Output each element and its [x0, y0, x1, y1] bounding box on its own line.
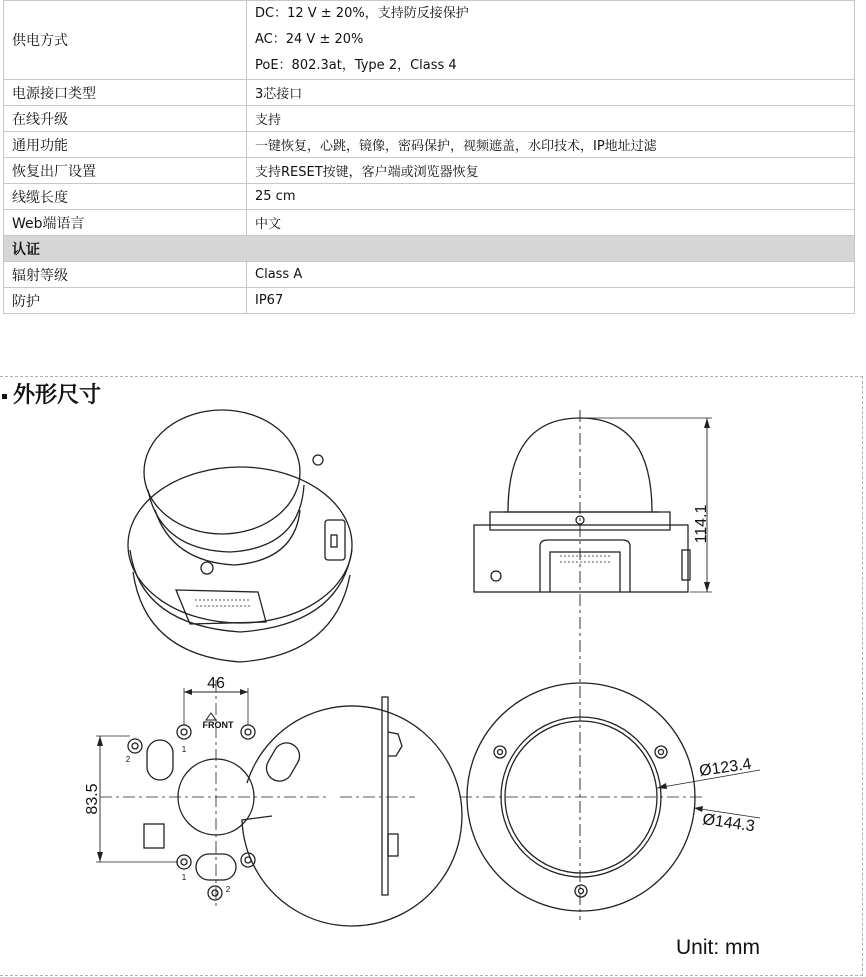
spec-value: Class A — [247, 262, 855, 288]
spec-value: 支持RESET按键，客户端或浏览器恢复 — [247, 158, 855, 184]
spec-label: 在线升级 — [4, 106, 247, 132]
power-poe: PoE：802.3at，Type 2，Class 4 — [255, 58, 457, 73]
diameter-outer-label: Ø144.3 — [701, 811, 756, 836]
trim-ring-view — [460, 683, 760, 911]
spec-label: 电源接口类型 — [4, 80, 247, 106]
table-row — [4, 1, 855, 80]
power-dc: DC：12 V ± 20%，支持防反接保护 — [255, 6, 469, 21]
spec-value: 支持 — [247, 106, 855, 132]
section-cert: 认证 — [4, 236, 855, 262]
spec-label: 辐射等级 — [4, 262, 247, 288]
hole-number: 2 — [125, 755, 131, 764]
spec-label: 恢复出厂设置 — [4, 158, 247, 184]
table-row — [4, 210, 855, 236]
spec-value: 一键恢复，心跳，镜像，密码保护，视频遮盖，水印技术，IP地址过滤 — [247, 132, 855, 158]
spec-value: 中文 — [247, 210, 855, 236]
camera-isometric-view — [128, 410, 352, 662]
front-label: FRONT — [202, 720, 234, 730]
hole-number: 1 — [181, 745, 187, 754]
spec-label: 线缆长度 — [4, 184, 247, 210]
spec-label: 防护 — [4, 288, 247, 314]
spec-value: IP67 — [247, 288, 855, 314]
dimension-drawing — [0, 400, 866, 940]
table-row — [4, 158, 855, 184]
table-row — [4, 106, 855, 132]
camera-side-view — [474, 418, 712, 592]
power-ac: AC：24 V ± 20% — [255, 32, 364, 47]
bullet-icon — [2, 394, 7, 399]
spec-label: 通用功能 — [4, 132, 247, 158]
mounting-plate-view — [84, 675, 462, 926]
unit-label: Unit: mm — [676, 936, 760, 959]
table-row — [4, 80, 855, 106]
section-header-row — [4, 236, 855, 262]
hole-number: 2 — [225, 885, 231, 894]
spec-value-power — [247, 1, 855, 80]
table-row — [4, 288, 855, 314]
table-row — [4, 132, 855, 158]
table-row — [4, 262, 855, 288]
spec-label: 供电方式 — [4, 1, 247, 80]
table-row — [4, 184, 855, 210]
height-dimension-label: 114.1 — [693, 504, 710, 544]
diameter-inner-label: Ø123.4 — [698, 755, 753, 780]
spec-label: Web端语言 — [4, 210, 247, 236]
spec-value: 3芯接口 — [247, 80, 855, 106]
height-83-label: 83.5 — [84, 783, 101, 815]
hole-number: 1 — [181, 873, 187, 882]
spec-value: 25 cm — [247, 184, 855, 210]
spec-table — [3, 0, 855, 314]
dimensions-title-text: 外形尺寸 — [13, 383, 102, 408]
width-46-label: 46 — [207, 675, 225, 692]
mounting-plate-profile — [340, 697, 415, 895]
